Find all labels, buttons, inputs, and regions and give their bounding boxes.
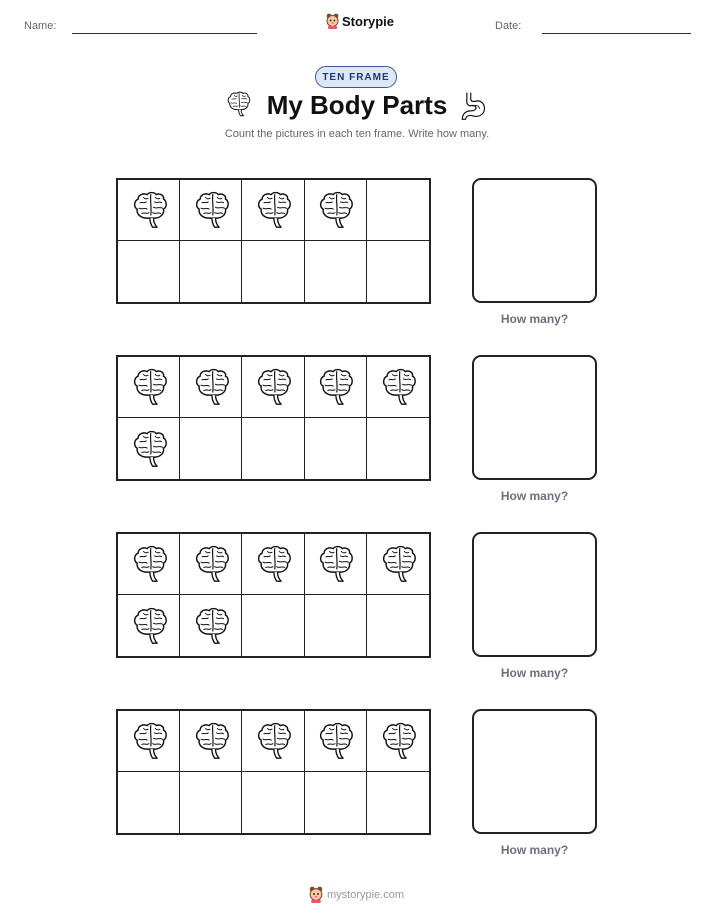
ten-frame-cell — [242, 534, 304, 595]
brain-icon — [129, 545, 169, 583]
ten-frame-cell — [305, 418, 367, 479]
ten-frame-cell — [118, 772, 180, 833]
ten-frame-cell — [305, 180, 367, 241]
brain-icon — [253, 545, 293, 583]
storypie-mascot-icon — [326, 13, 339, 29]
ten-frame-cell — [305, 357, 367, 418]
ten-frame — [116, 355, 431, 481]
ten-frame-cell — [180, 595, 242, 656]
answer-box[interactable] — [472, 709, 597, 834]
brain-icon — [378, 722, 418, 760]
brain-icon — [315, 545, 355, 583]
ten-frame-cell — [180, 241, 242, 302]
ten-frame-cell — [242, 711, 304, 772]
how-many-label: How many? — [500, 843, 569, 857]
name-field[interactable] — [72, 33, 257, 34]
ten-frame-cell — [367, 772, 429, 833]
ten-frame-cell — [242, 180, 304, 241]
how-many-label: How many? — [500, 489, 569, 503]
answer-box[interactable] — [472, 532, 597, 657]
brain-icon — [129, 368, 169, 406]
ten-frame-cell — [242, 418, 304, 479]
ten-frame-cell — [367, 241, 429, 302]
ten-frame-cell — [367, 418, 429, 479]
ten-frame-cell — [367, 180, 429, 241]
ten-frame — [116, 178, 431, 304]
brain-icon — [129, 191, 169, 229]
brain-icon — [378, 545, 418, 583]
brand-logo — [326, 13, 394, 29]
brain-icon — [253, 722, 293, 760]
ten-frame — [116, 532, 431, 658]
ten-frame-cell — [305, 241, 367, 302]
ten-frame-cell — [367, 595, 429, 656]
answer-box[interactable] — [472, 178, 597, 303]
how-many-label: How many? — [500, 666, 569, 680]
ten-frame-cell — [242, 772, 304, 833]
ten-frame-cell — [242, 595, 304, 656]
brain-icon — [129, 722, 169, 760]
ten-frame-cell — [180, 418, 242, 479]
ten-frame-cell — [118, 241, 180, 302]
ten-frame-cell — [305, 595, 367, 656]
ten-frame-cell — [180, 711, 242, 772]
ten-frame-cell — [180, 772, 242, 833]
ten-frame-cell — [367, 711, 429, 772]
date-field[interactable] — [542, 33, 691, 34]
brain-icon — [315, 368, 355, 406]
ten-frame-cell — [305, 534, 367, 595]
ten-frame-cell — [118, 711, 180, 772]
brain-icon — [129, 607, 169, 645]
storypie-mascot-icon — [309, 886, 323, 903]
answer-box[interactable] — [472, 355, 597, 480]
ten-frame-cell — [118, 180, 180, 241]
brain-icon — [378, 368, 418, 406]
brain-icon — [129, 430, 169, 468]
page-title: My Body Parts — [266, 90, 448, 120]
brain-icon — [191, 191, 231, 229]
ten-frame-cell — [118, 357, 180, 418]
ten-frame-cell — [242, 357, 304, 418]
brain-icon — [253, 368, 293, 406]
instructions: Count the pictures in each ten frame. Write how many. — [224, 128, 490, 140]
date-label: Date: — [495, 20, 522, 32]
brain-icon — [191, 368, 231, 406]
topic-badge: TEN FRAME — [315, 66, 397, 88]
ten-frame-cell — [367, 534, 429, 595]
ten-frame-cell — [180, 357, 242, 418]
brain-icon — [315, 722, 355, 760]
name-label: Name: — [24, 20, 57, 32]
brain-icon — [191, 545, 231, 583]
ten-frame-cell — [367, 357, 429, 418]
brain-icon — [191, 607, 231, 645]
ten-frame — [116, 709, 431, 835]
brain-icon — [253, 191, 293, 229]
ten-frame-cell — [305, 711, 367, 772]
ten-frame-cell — [180, 534, 242, 595]
footer — [309, 886, 404, 903]
brand-name: Storypie — [342, 13, 395, 29]
ten-frame-cell — [305, 772, 367, 833]
ten-frame-cell — [180, 180, 242, 241]
stomach-icon — [461, 91, 487, 121]
brain-icon — [191, 722, 231, 760]
ten-frame-cell — [242, 241, 304, 302]
ten-frame-cell — [118, 418, 180, 479]
brain-icon — [315, 191, 355, 229]
ten-frame-cell — [118, 534, 180, 595]
ten-frame-cell — [118, 595, 180, 656]
how-many-label: How many? — [500, 312, 569, 326]
footer-url: mystorypie.com — [327, 888, 405, 901]
